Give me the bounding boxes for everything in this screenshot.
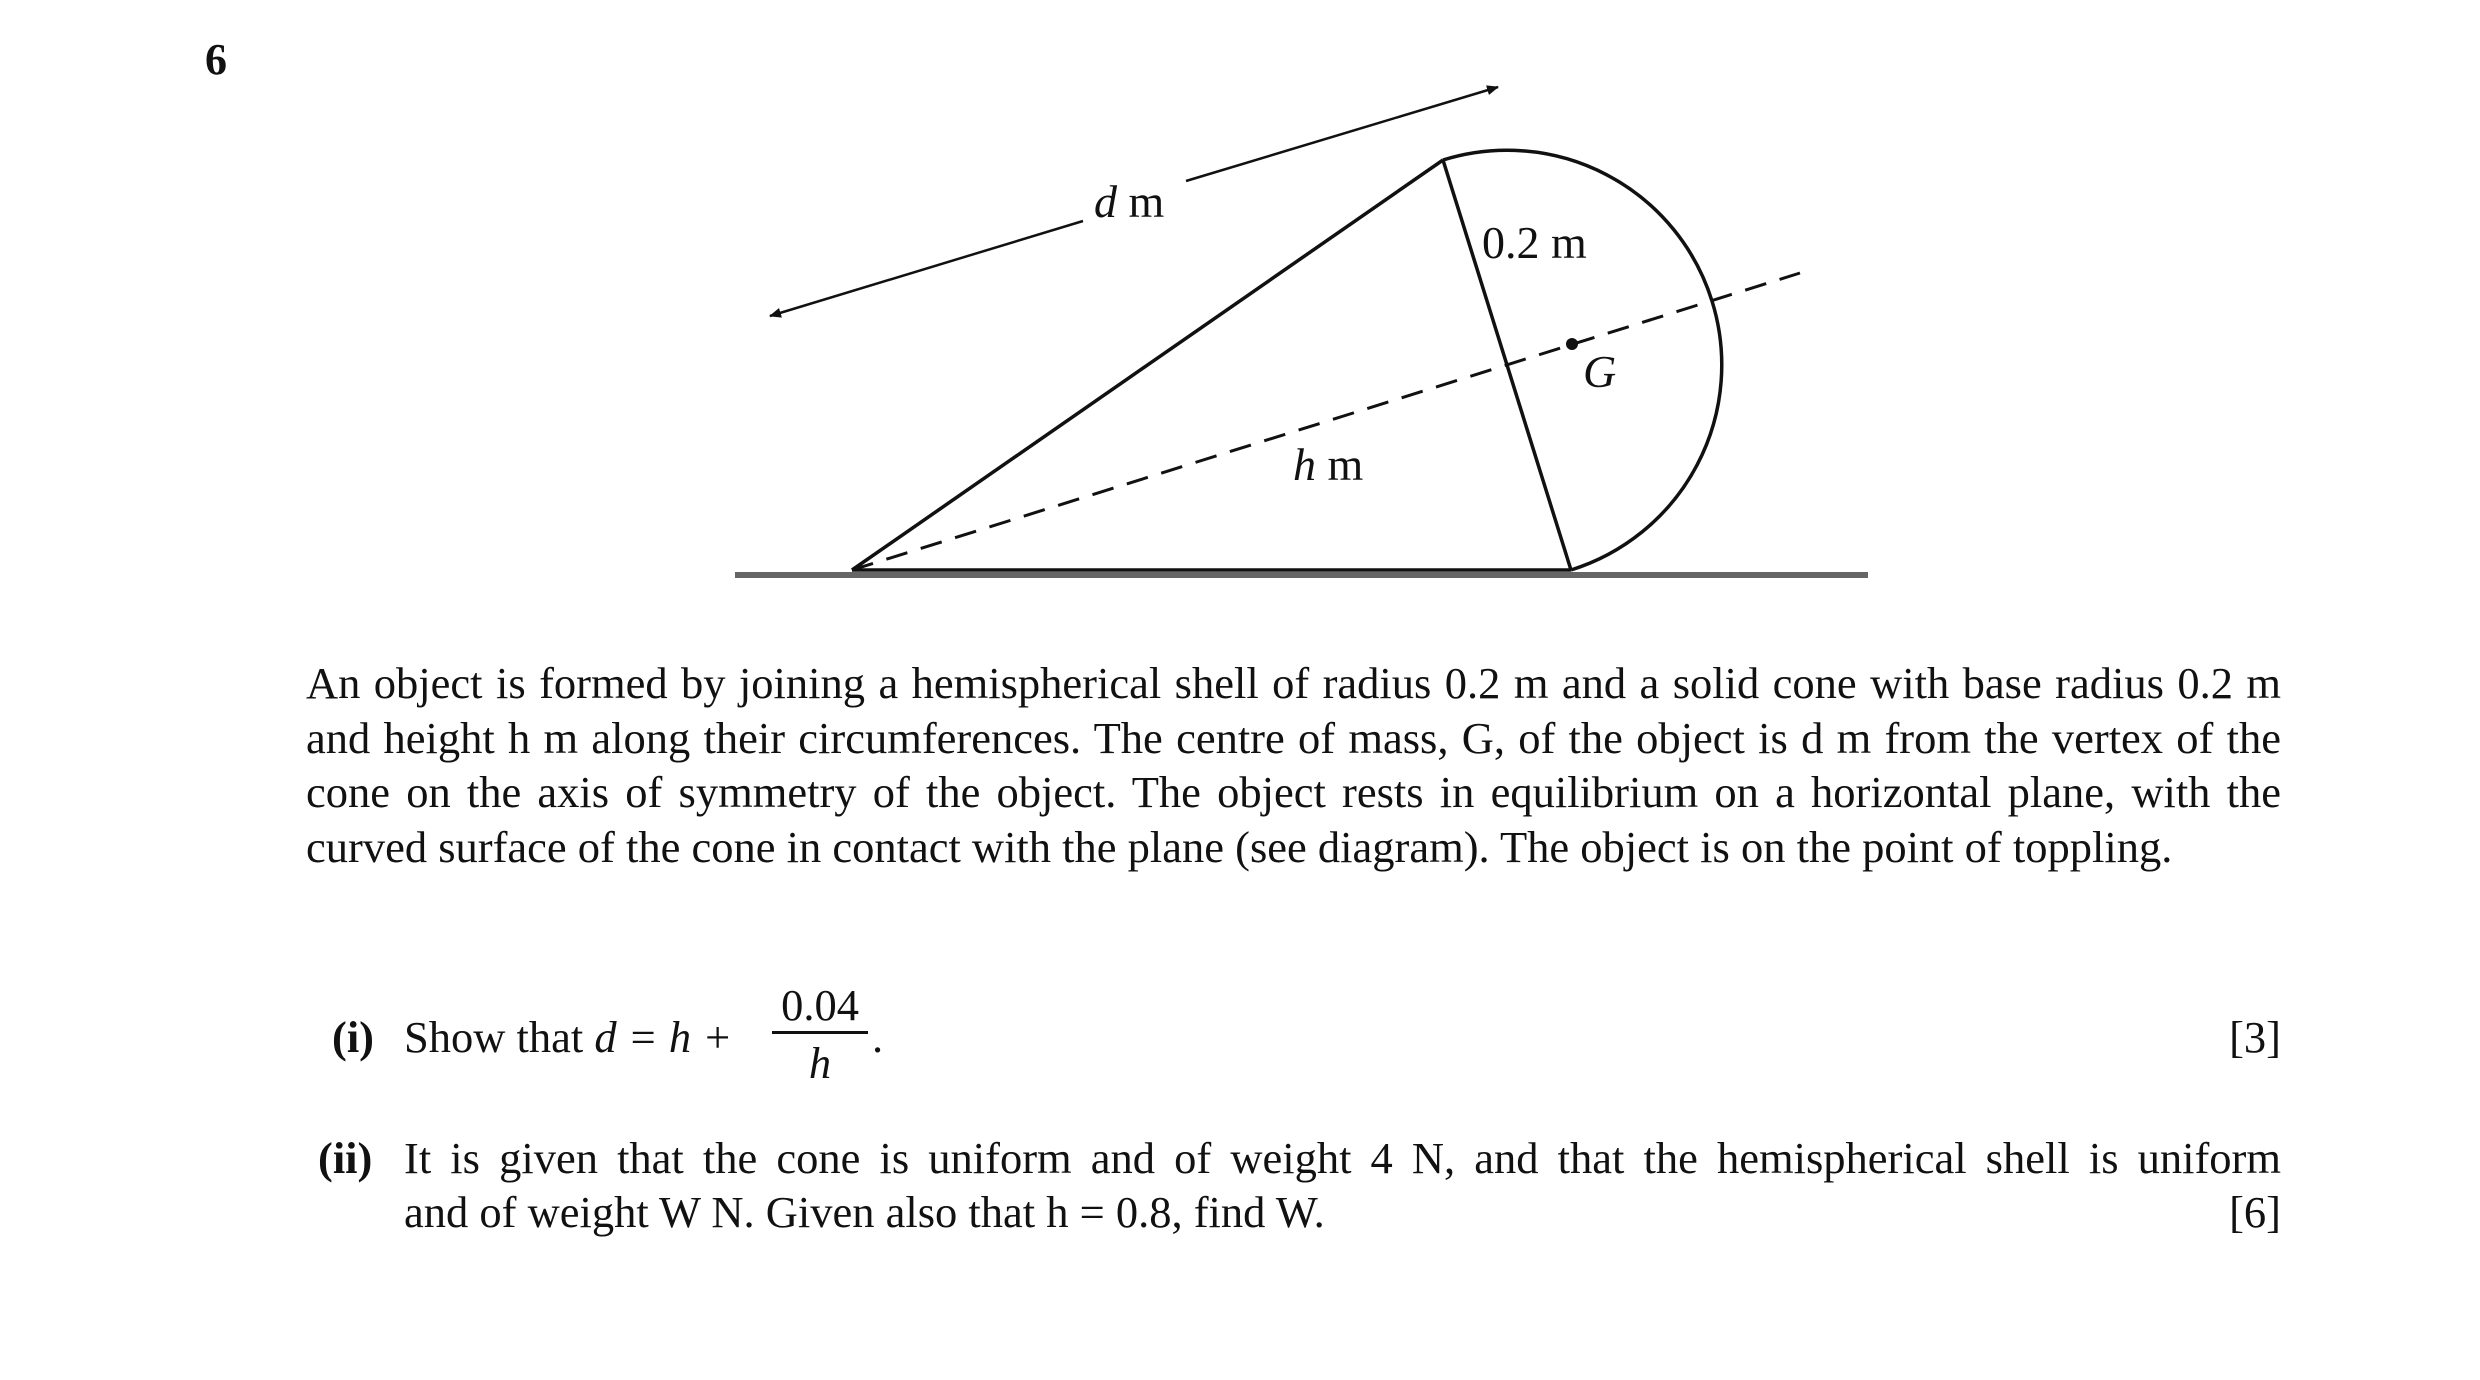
part-i-label: (i) [332,1012,375,1062]
question-number: 6 [205,35,227,84]
part-i-fraction [772,978,868,1088]
axis-of-symmetry [852,273,1800,570]
fraction-denominator: h [808,1038,832,1088]
part-ii-line-1: It is given that the cone is uniform and of weight 4 N, and that the hemispherical shell is uniform [404,1133,2281,1183]
d-arrow-right [1186,87,1498,181]
d-arrow-left [770,221,1083,316]
question-stem [306,656,2281,874]
stem-line-5: object is on the point of toppling. [1580,821,2173,872]
fraction-bar [772,1031,868,1034]
stem-line-4: horizontal plane, with the curved surface of the cone in contact with the plane (see diagram). The [306,767,2281,872]
stem-line-1: An object is formed by joining a hemispherical shell of radius 0.2 m and a solid cone with base radius [306,658,2164,708]
part-i-text: Show that d = h + [404,1012,733,1062]
stem-line-2: 0.2 m and height h m along their circumferences. The centre of mass, G, of the object is d m from [306,658,2282,763]
centre-of-mass-point [1566,338,1578,350]
part-i-marks: [3] [2229,1012,2281,1062]
d-label: d m [1094,176,1165,227]
g-label: G [1583,346,1617,397]
h-label: h m [1293,439,1364,490]
fraction-numerator: 0.04 [781,980,859,1030]
part-i-equation: d = h + [594,1012,733,1062]
part-ii-marks: [6] [2229,1187,2281,1237]
part-ii [306,1131,2281,1246]
part-i-period: . [872,1012,884,1062]
part-ii-label: (ii) [318,1133,373,1183]
cone-hemisphere-diagram [0,0,2480,620]
part-i [306,980,2281,1110]
stem-line-3: the vertex of the cone on the axis of symmetry of the object. The object rests in equilibrium on a [306,712,2282,817]
radius-label: 0.2 m [1482,217,1587,268]
part-ii-line-2: and of weight W N. Given also that h = 0.8, find W. [404,1187,1325,1237]
